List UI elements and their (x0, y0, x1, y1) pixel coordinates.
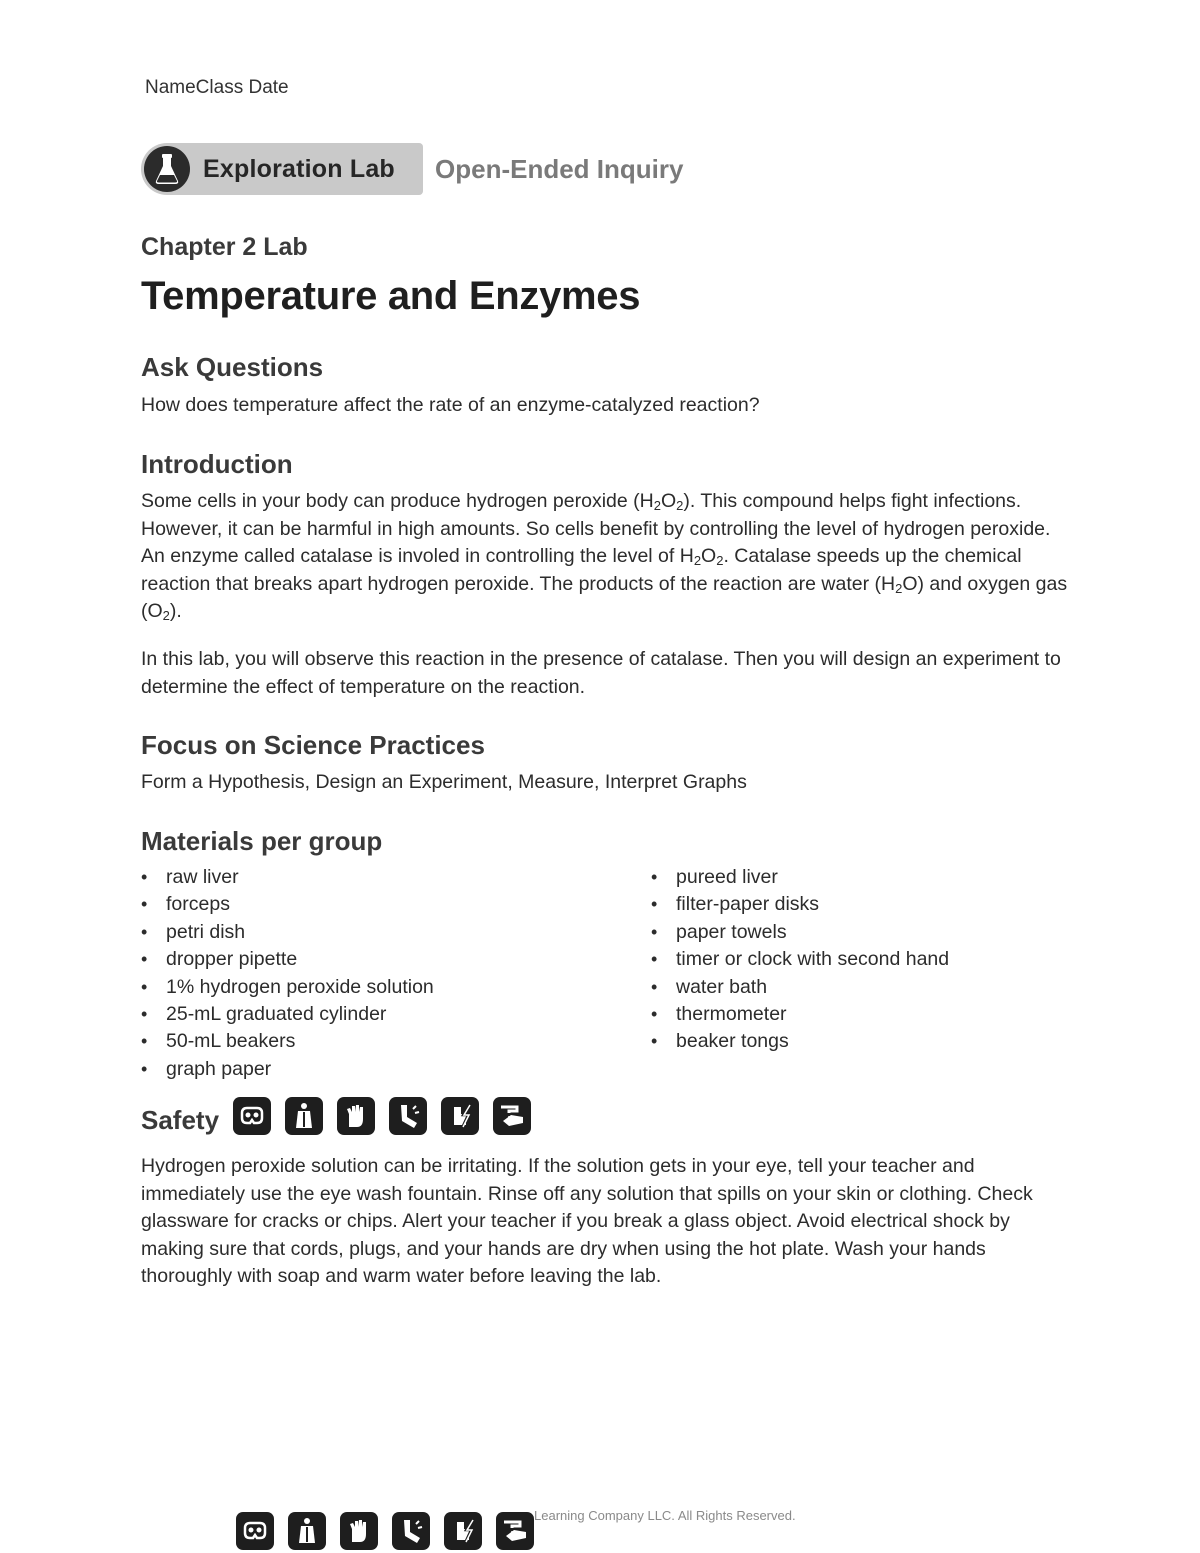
materials-list-right (651, 864, 949, 1056)
introduction-paragraph-1: Some cells in your body can produce hydrogen peroxide $(H_2O_2)$. This compound helps fight infections. However, it can be harmful in high amounts. So cells benefit by controlling the level of hydrogen peroxide. An enzyme called catalase is involed in controlling the level of $H_2O_2$. Catalase speeds up the chemical reaction that breaks apart hydrogen peroxide. The products of the reaction are water $(H_2O)$ and oxygen gas $(O_2)$. (141, 490, 1068, 623)
safety-icons (233, 1097, 531, 1135)
list-item: • timer or clock with second hand (651, 946, 949, 973)
banner-label: Exploration Lab (203, 154, 395, 183)
list-item: • water bath (651, 974, 949, 1001)
list-item: • graph paper (141, 1056, 434, 1083)
goggles-icon (236, 1512, 274, 1550)
gloves-icon (337, 1097, 375, 1135)
electrical-shock-icon (441, 1097, 479, 1135)
electrical-shock-icon (444, 1512, 482, 1550)
hand-washing-icon (493, 1097, 531, 1135)
list-item: • forceps (141, 891, 434, 918)
page-title: Temperature and Enzymes (141, 274, 641, 318)
list-item: • 50-mL beakers (141, 1028, 434, 1055)
safety-heading: Safety (141, 1105, 220, 1135)
list-item: • paper towels (651, 919, 949, 946)
ask-questions-heading: Ask Questions (141, 352, 324, 382)
list-item: • raw liver (141, 864, 434, 891)
gloves-icon (340, 1512, 378, 1550)
exploration-lab-badge (141, 143, 423, 195)
goggles-icon (233, 1097, 271, 1135)
list-item: • 1% hydrogen peroxide solution (141, 974, 434, 1001)
hand-washing-icon (496, 1512, 534, 1550)
focus-text: Form a Hypothesis, Design an Experiment, Measure, Interpret Graphs (141, 771, 747, 793)
breakage-icon (392, 1512, 430, 1550)
list-item: • beaker tongs (651, 1028, 949, 1055)
introduction-paragraph-2: In this lab, you will observe this reaction in the presence of catalase. Then you will design an experiment to determine the effect of temperature on the reaction. (141, 648, 1061, 698)
materials-list-left (141, 864, 434, 1083)
footer-copyright: Learning Company LLC. All Rights Reserved. (534, 1508, 796, 1523)
list-item: • thermometer (651, 1001, 949, 1028)
safety-text: Hydrogen peroxide solution can be irritating. If the solution gets in your eye, tell your teacher and immediately use the eye wash fountain. Rinse off any solution that spills on your skin or clothing. Check glassware for cracks or chips. Alert your teacher if you break a glass object. Avoid electrical shock by making sure that cords, plugs, and your hands are dry when using the hot plate. Wash your hands thoroughly with soap and warm water before leaving the lab. (141, 1155, 1033, 1287)
focus-heading: Focus on Science Practices (141, 730, 485, 760)
ask-questions-text: How does temperature affect the rate of an enzyme-catalyzed reaction? (141, 394, 760, 416)
lab-banner (141, 142, 683, 196)
list-item: • dropper pipette (141, 946, 434, 973)
safety-header (141, 1097, 531, 1135)
flask-icon (144, 146, 190, 192)
breakage-icon (389, 1097, 427, 1135)
name-class-date: NameClass Date (145, 77, 289, 98)
list-item: • 25-mL graduated cylinder (141, 1001, 434, 1028)
footer-safety-icons (236, 1512, 534, 1550)
chapter-label: Chapter 2 Lab (141, 233, 308, 261)
list-item: • petri dish (141, 919, 434, 946)
lab-apron-icon (288, 1512, 326, 1550)
materials-heading: Materials per group (141, 826, 383, 856)
banner-subtitle: Open-Ended Inquiry (435, 153, 684, 184)
list-item: • pureed liver (651, 864, 949, 891)
list-item: • filter-paper disks (651, 891, 949, 918)
lab-apron-icon (285, 1097, 323, 1135)
introduction-heading: Introduction (141, 449, 293, 479)
